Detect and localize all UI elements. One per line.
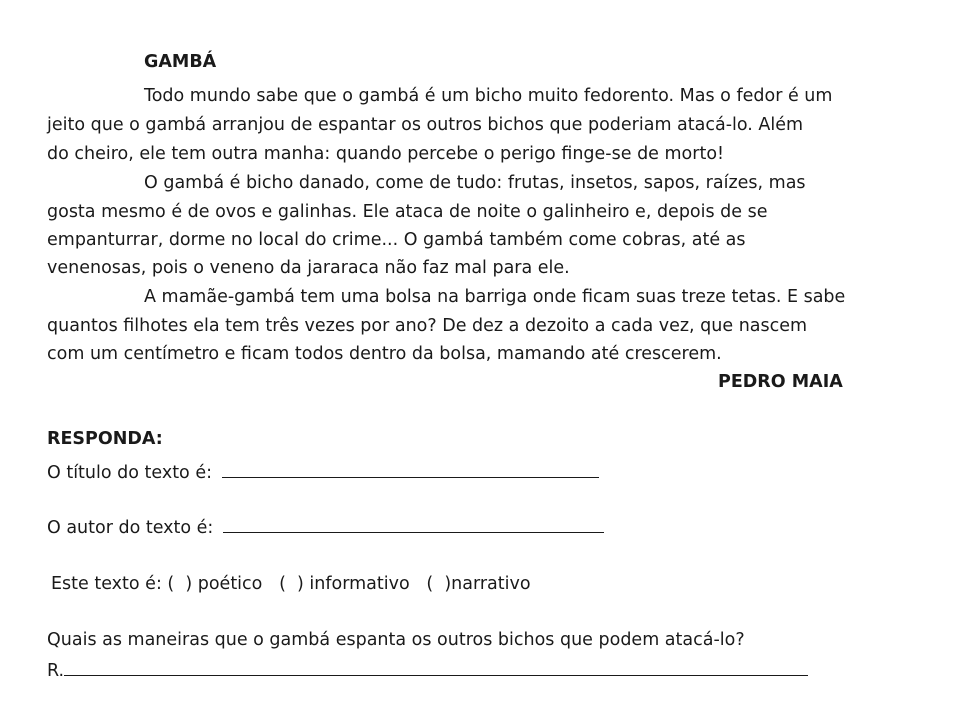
body-line: empanturrar, dorme no local do crime... O gambá também come cobras, até as [47, 230, 746, 250]
author-name: PEDRO MAIA [718, 372, 843, 392]
answer-blank-ways[interactable] [64, 657, 808, 676]
body-line: do cheiro, ele tem outra manha: quando percebe o perigo finge-se de morto! [47, 144, 725, 164]
text-title: GAMBÁ [144, 52, 217, 72]
body-line: gosta mesmo é de ovos e galinhas. Ele ataca de noite o galinheiro e, depois de se [47, 202, 768, 222]
questions-header: RESPONDA: [47, 429, 163, 449]
question-title [47, 459, 599, 485]
body-line: Todo mundo sabe que o gambá é um bicho muito fedorento. Mas o fedor é um [144, 86, 833, 106]
body-line: A mamãe-gambá tem uma bolsa na barriga onde ficam suas treze tetas. E sabe [144, 287, 846, 307]
body-line: O gambá é bicho danado, come de tudo: frutas, insetos, sapos, raízes, mas [144, 173, 806, 193]
body-line: quantos filhotes ela tem três vezes por ano? De dez a dezoito a cada vez, que nascem [47, 316, 808, 336]
answer-prefix: R. [47, 661, 65, 681]
body-line: venenosas, pois o veneno da jararaca não faz mal para ele. [47, 258, 570, 278]
body-line: com um centímetro e ficam todos dentro da bolsa, mamando até crescerem. [47, 344, 722, 364]
answer-blank-author[interactable] [223, 514, 604, 533]
answer-line [47, 657, 808, 683]
question-author [47, 514, 604, 540]
body-line: jeito que o gambá arranjou de espantar os outros bichos que poderiam atacá-lo. Além [47, 115, 804, 135]
question-author-label: O autor do texto é: [47, 518, 214, 538]
answer-blank-title[interactable] [222, 459, 599, 478]
question-ways: Quais as maneiras que o gambá espanta os outros bichos que podem atacá-lo? [47, 630, 745, 650]
question-text-type[interactable]: Este texto é: ( ) poético ( ) informativo ( )narrativo [51, 574, 531, 594]
question-title-label: O título do texto é: [47, 463, 212, 483]
